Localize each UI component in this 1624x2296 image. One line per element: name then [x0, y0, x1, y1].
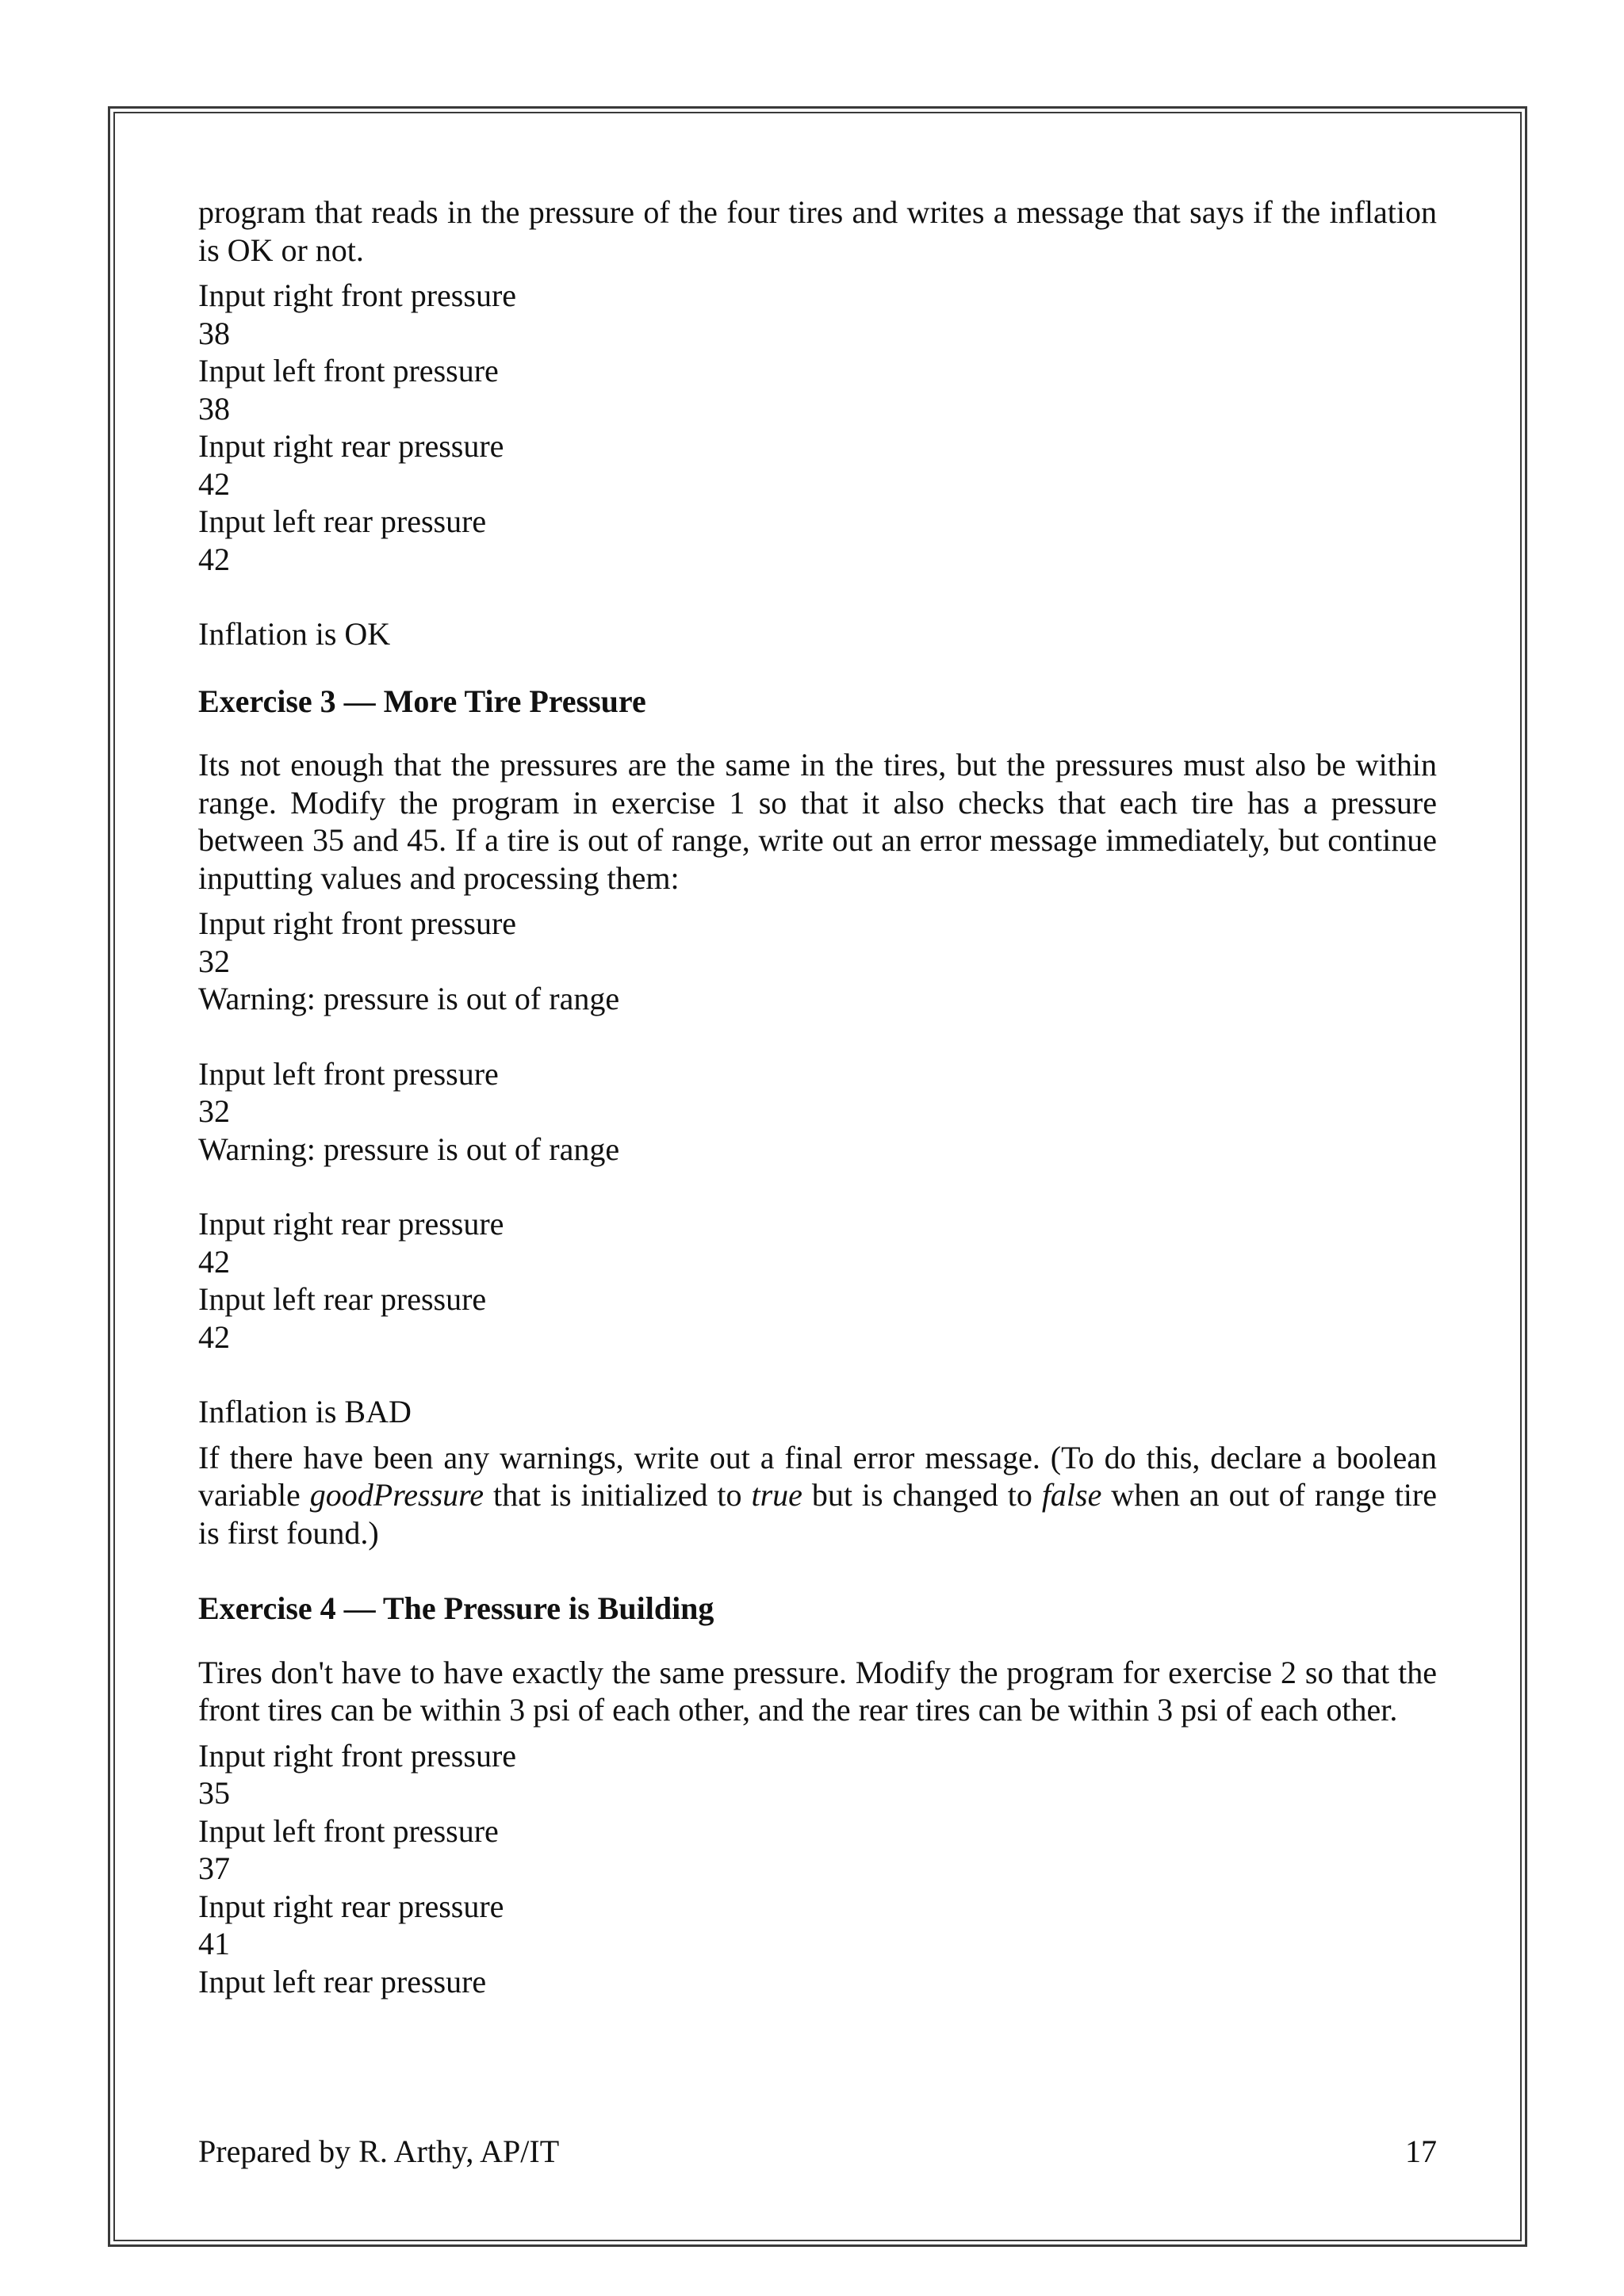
- exercise-4-heading: Exercise 4 — The Pressure is Building: [198, 1590, 714, 1626]
- output-line: Input left rear pressure: [198, 503, 487, 539]
- output-line: 42: [198, 1243, 230, 1280]
- output-line: 32: [198, 1093, 230, 1129]
- output-line: 38: [198, 315, 230, 351]
- warning-line: Warning: pressure is out of range: [198, 981, 620, 1016]
- output-line: Input right front pressure: [198, 277, 517, 313]
- exercise-3-run-c: [198, 1205, 1437, 1356]
- false-literal: false: [1041, 1477, 1102, 1513]
- output-line: 38: [198, 390, 230, 427]
- footer-author: Prepared by R. Arthy, AP/IT: [198, 2133, 560, 2169]
- exercise-4-run: [198, 1737, 1437, 2001]
- document-body: [198, 193, 1437, 2000]
- output-line: Input right rear pressure: [198, 1888, 504, 1924]
- output-line: 42: [198, 541, 230, 577]
- output-line: 35: [198, 1775, 230, 1811]
- note-text: If there have been any warnings, write out a final error message. (To do this, declare a boolean variable: [198, 1439, 1437, 1513]
- page-number: 17: [1405, 2133, 1437, 2169]
- output-line: Input left front pressure: [198, 1812, 499, 1849]
- output-line: Input right front pressure: [198, 905, 517, 941]
- output-line: Input left rear pressure: [198, 1963, 487, 1999]
- warning-line: Warning: pressure is out of range: [198, 1131, 620, 1167]
- output-line: 42: [198, 1318, 230, 1355]
- output-line: Input right rear pressure: [198, 428, 504, 464]
- note-text: but is changed to: [802, 1477, 1042, 1513]
- output-line: 41: [198, 1926, 230, 1961]
- exercise-3-note: [198, 1439, 1437, 1552]
- exercise-3-run-a: [198, 905, 1437, 1018]
- output-line: Input right rear pressure: [198, 1206, 504, 1242]
- output-line: Input right front pressure: [198, 1737, 517, 1774]
- output-line: 42: [198, 465, 230, 502]
- page-footer: [198, 2133, 1437, 2171]
- exercise-3-run-b: [198, 1055, 1437, 1169]
- exercise-3-paragraph: Its not enough that the pressures are the same in the tires, but the pressures must also be within range. Modify the program in exercise 1 so that it also checks that each tire has a pressure between 35 and 45. If a tire is out of range, write out an error message immediately, but continue inputting values and processing them:: [198, 747, 1437, 896]
- true-literal: true: [751, 1477, 802, 1513]
- exercise-3-heading: Exercise 3 — More Tire Pressure: [198, 683, 646, 719]
- exercise-4-paragraph: Tires don't have to have exactly the same pressure. Modify the program for exercise 2 so that the front tires can be within 3 psi of each other, and the rear tires can be within 3 psi of each other.: [198, 1654, 1437, 1728]
- output-line: Input left front pressure: [198, 353, 499, 388]
- intro-paragraph: program that reads in the pressure of the four tires and writes a message that says if the inflation is OK or not.: [198, 194, 1437, 268]
- output-line: Input left rear pressure: [198, 1281, 487, 1317]
- sample-run-1: [198, 277, 1437, 578]
- exercise-3-result: Inflation is BAD: [198, 1394, 412, 1429]
- note-text: when an out of range tire is first found.): [198, 1477, 1437, 1551]
- output-line: 32: [198, 943, 230, 979]
- run1-result: Inflation is OK: [198, 616, 391, 652]
- note-text: that is initialized to: [484, 1477, 752, 1513]
- output-line: 37: [198, 1850, 230, 1886]
- variable-name: goodPressure: [309, 1477, 485, 1513]
- output-line: Input left front pressure: [198, 1055, 499, 1092]
